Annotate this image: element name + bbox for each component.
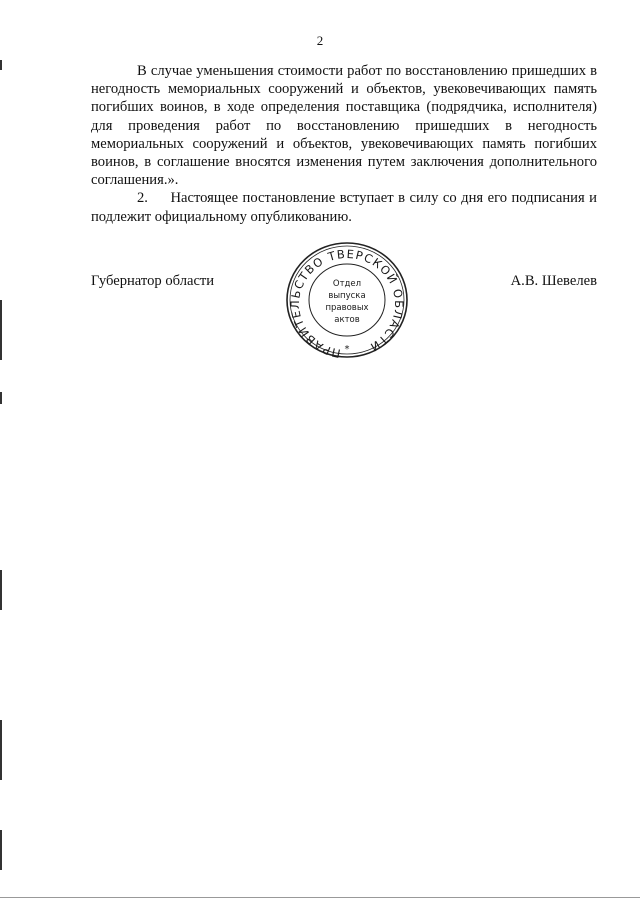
stamp-ring-text: ПРАВИТЕЛЬСТВО ТВЕРСКОЙ ОБЛАСТИ [288,246,407,361]
stamp-line-4: актов [334,315,360,325]
page-number: 2 [316,33,324,48]
stamp-line-1: Отдел [332,279,362,289]
document-body [91,62,597,226]
scan-edge-mark [0,392,2,404]
paragraph-2: 2. Настоящее постановление вступает в силу со дня его подписания и подлежит официальному опубликованию. [91,190,597,225]
scan-edge-mark [0,830,2,870]
paragraph-1: В случае уменьшения стоимости работ по восстановлению пришедших в негодность мемориальных сооружений и объектов, увековечивающих память погибших воинов, в ходе определения поставщика (подрядчика, исполнителя) для проведения работ по восстановлению пришедших в негодность мемориальных сооружений и объектов, увековечивающих память погибших воинов, в соглашение вносятся изменения путем заключения дополнительного соглашения.». [91,63,597,189]
signatory-name: А.В. Шевелев [510,273,597,289]
stamp-line-3: правовых [325,303,369,313]
scan-edge-mark [0,60,2,70]
scan-edge-mark [0,720,2,780]
signatory-position: Губернатор области [91,273,215,289]
scan-edge-mark [0,570,2,610]
stamp-seal-icon [282,238,412,362]
official-stamp [282,238,412,362]
stamp-star-icon: * [344,344,350,355]
scan-edge-mark [0,300,2,360]
stamp-line-2: выпуска [328,291,366,301]
scan-bottom-line [0,897,640,898]
